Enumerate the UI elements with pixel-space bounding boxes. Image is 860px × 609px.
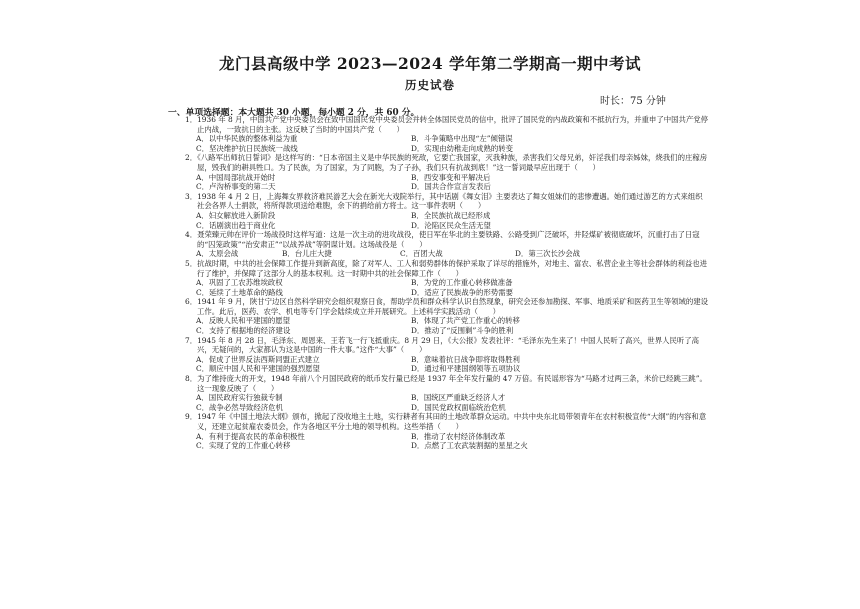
- question-options: [185, 249, 710, 259]
- answer-option: A．有利于提高农民的革命积极性: [196, 431, 305, 441]
- question-stem: 9．1947 年《中国土地法大纲》颁布，掀起了没收地主土地，实行耕者有其田的土地改革群众运动。中共中央东北局带领青年在农村积极宣传“大纲”的内容和意义，还建立起贫雇农委员会，作为各地区平分土地的领导机构。这些举措（ ）: [185, 412, 707, 431]
- answer-option: B．斗争策略中出现“左”倾错误: [411, 134, 513, 144]
- answer-option: C．延续了土地革命的路线: [196, 287, 283, 297]
- answer-option: C．卢沟桥事变的第二天: [196, 182, 276, 192]
- answer-option: B．意味着抗日战争即将取得胜利: [411, 354, 520, 364]
- answer-option: B．推动了农村经济体制改革: [411, 431, 506, 441]
- question-options: [185, 211, 710, 230]
- question-options: [185, 278, 710, 297]
- question-list: [185, 115, 710, 451]
- question-stem: 6．1941 年 9 月，陕甘宁边区自然科学研究会组织观察日食，帮助学员和群众科学认识自然现象，研究会还参加勘探、军事、地质采矿和医药卫生等领域的建设工作。此后，医药、农学、机电等专门学会陆续成立并开展研究。上述科学实践活动（ ）: [185, 297, 709, 316]
- answer-option: C．百团大战: [400, 249, 443, 259]
- answer-option: C．支持了根据地的经济建设: [196, 326, 291, 336]
- answer-option: A．太原会战: [196, 249, 239, 259]
- answer-option: C．战争必然导致经济危机: [196, 402, 283, 412]
- question-item: [185, 412, 710, 450]
- question-stem: 3．1938 年 4 月 2 日，上海舞女界救济难民游艺大会在新光大戏院举行，其中话剧《舞女泪》主要表达了舞女姐妹们的悲惨遭遇。她们通过游艺的方式来组织社会各界人士捐款，将所得款项送给难胞，余下的捐给前方将士。这一事件表明（ ）: [185, 191, 703, 211]
- answer-option: A．国民政府实行独裁专制: [196, 393, 283, 403]
- answer-option: A．促成了世界反法西斯同盟正式建立: [196, 354, 320, 364]
- answer-option: A．反映人民和平建国的愿望: [196, 316, 291, 326]
- answer-option: D．第三次长沙会战: [515, 249, 581, 259]
- question-item: [185, 230, 710, 259]
- question-options: [185, 432, 710, 451]
- question-stem: 2．《八路军出师抗日誓词》是这样写的：“日本帝国主义是中华民族的死敌，它要亡我国家，灭我种族，杀害我们父母兄弟，奸淫我们母亲姊妹，烧我们的庄稼房屋，毁我们的耕具牲口。为了民族，为了国家，为了同胞，为了子孙，我们只有抗战到底！”这一誓词最早应出现于（ ）: [185, 153, 708, 172]
- answer-option: C．坚决维护抗日民族统一战线: [196, 143, 298, 153]
- answer-option: A．以中华民族的整体利益为重: [196, 134, 298, 144]
- question-options: [185, 134, 710, 153]
- question-item: [185, 374, 710, 412]
- answer-option: B．为党的工作重心转移做准备: [411, 278, 513, 288]
- answer-option: B．西安事变和平解决后: [411, 172, 491, 182]
- answer-option: D．国共合作宣言发表后: [411, 182, 491, 192]
- answer-option: D．实现由幼稚走向成熟的转变: [411, 143, 514, 153]
- answer-option: A．巩固了工农苏维埃政权: [196, 278, 283, 288]
- exam-subtitle: 历史试卷: [405, 78, 455, 92]
- answer-option: D．适应了民族战争的形势需要: [411, 287, 514, 297]
- question-item: [185, 192, 710, 230]
- exam-title: 龙门县高级中学 2023—2024 学年第二学期高一期中考试: [218, 54, 642, 73]
- answer-option: D．国民党政权面临统治危机: [411, 402, 506, 412]
- question-options: [185, 355, 710, 374]
- question-item: [185, 336, 710, 374]
- question-stem: 4．聂荣臻元帅在评价一场战役时这样写道：这是一次主动的进攻战役，使日军在华北的主要铁路、公路受到广泛破坏，井陉煤矿被彻底破坏，沉重打击了日寇的“囚笼政策”“治安肃正”“以战养战”等阴谋计划。这场战役是（ ）: [185, 230, 700, 249]
- answer-option: D．点燃了工农武装割据的星星之火: [411, 441, 528, 451]
- answer-option: C．话剧演出趋于商业化: [196, 220, 276, 230]
- question-stem: 7．1945 年 8 月 28 日，毛泽东、周恩来、王若飞一行飞抵重庆。8 月 29 日，《大公报》发表社评：“毛泽东先生来了！中国人民听了高兴，世界人民听了高兴，无疑问的，大家都认为这是中国的一件大事。”这件“大事”（ ）: [185, 335, 700, 355]
- answer-option: D．通过和平建国纲领等五项协议: [411, 364, 521, 374]
- answer-option: B．体现了共产党工作重心的转移: [411, 316, 520, 326]
- question-item: [185, 115, 710, 153]
- question-stem: 8．为了维持庞大的开支，1948 年前八个月国民政府的纸币发行量已经是 1937 年全年发行量的 47 万倍。有民谣形容为“马路才过两三条，米价已经跳三跳”。这一现象反映了（ ）: [185, 374, 707, 393]
- section-heading: 一、单项选择题：本大题共 30 小题，每小题 2 分，共 60 分。: [168, 108, 420, 118]
- answer-option: D．推动了“反围剿”斗争的胜利: [411, 326, 514, 336]
- answer-option: B．全民族抗战已经形成: [411, 210, 491, 220]
- answer-option: B．国统区严重缺乏经济人才: [411, 393, 506, 403]
- answer-option: B．台儿庄大捷: [282, 249, 332, 259]
- answer-option: C．实现了党的工作重心转移: [196, 441, 291, 451]
- question-item: [185, 153, 710, 191]
- question-stem: 5．抗战时期，中共的社会保障工作提升到新高度，除了对军人、工人和弱势群体的保护采取了详尽的措施外，对地主、富农、私营企业主等社会群体的利益也进行了维护，并保障了这部分人的基本权利。这一时期中共的社会保障工作（ ）: [185, 258, 708, 278]
- question-options: [185, 393, 710, 412]
- answer-option: C．顺应中国人民和平建国的强烈愿望: [196, 364, 320, 374]
- answer-option: A．中国局部抗战开始时: [196, 172, 276, 182]
- exam-duration: 时长：75 分钟: [600, 96, 666, 107]
- answer-option: A．妇女解放进入新阶段: [196, 210, 276, 220]
- question-item: [185, 259, 710, 297]
- question-stem: 1．1936 年 8 月，中国共产党中央委员会在致中国国民党中央委员会并转全体国民党员的信中，批评了国民党的内战政策和不抵抗行为，并重申了中国共产党停止内战，一致抗日的主张。这反映了当时的中国共产党（ ）: [185, 115, 709, 134]
- question-item: [185, 297, 710, 335]
- answer-option: D．沦陷区民众生活无望: [411, 220, 491, 230]
- question-options: [185, 173, 710, 192]
- question-options: [185, 316, 710, 335]
